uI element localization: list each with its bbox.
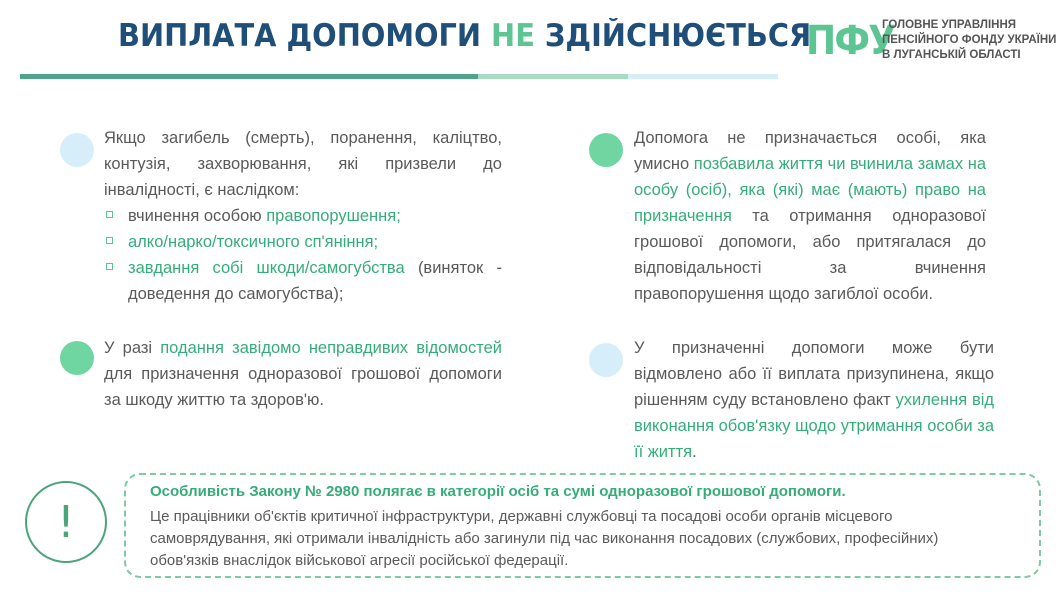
bullet-dot xyxy=(60,341,94,375)
page-title xyxy=(118,18,811,54)
bullet-dot xyxy=(589,133,623,167)
right-block-2: У призначенні допомоги може бути відмовлено або її виплата призупинена, якщо рішенням суду встановлено факт ухилення від виконання обов'язку щодо утримання особи за її життя. xyxy=(634,339,994,461)
left-block-1 xyxy=(104,125,502,307)
logo-caption xyxy=(882,18,1056,63)
exclamation-icon: ! xyxy=(25,481,107,563)
title-highlight: НЕ xyxy=(491,18,535,54)
logo-mark: ПФУ xyxy=(806,18,895,64)
bullet-dot xyxy=(589,343,623,377)
note-body: Це працівники об'єктів критичної інфраструктури, державні службовці та посадові особи органів місцевого самоврядування, які отримали інвалідність або загинули під час виконання посадових (службових, професійних) обов'язків внаслідок військової агресії російської федерації. xyxy=(150,508,939,569)
note-title: Особливість Закону № 2980 полягає в категорії осіб та сумі одноразової грошової допомоги. xyxy=(150,483,846,500)
left-block-2: У разі подання завідомо неправдивих відомостей для призначення одноразової грошової допомоги за шкоду життю та здоров'ю. xyxy=(104,339,502,409)
logo-line-3: В ЛУГАНСЬКІЙ ОБЛАСТІ xyxy=(882,49,1021,61)
list-item: вчинення особою правопорушення; xyxy=(104,203,502,229)
left-block-1-list xyxy=(104,203,502,307)
list-item: завдання собі шкоди/самогубства (виняток - доведення до самогубства); xyxy=(104,255,502,307)
logo-line-1: ГОЛОВНЕ УПРАВЛІННЯ xyxy=(882,19,1017,31)
pfu-logo xyxy=(806,18,1057,68)
title-part1: ВИПЛАТА ДОПОМОГИ xyxy=(118,18,492,54)
logo-line-2: ПЕНСІЙНОГО ФОНДУ УКРАЇНИ xyxy=(882,34,1057,46)
left-block-1-intro: Якщо загибель (смерть), поранення, каліцтво, контузія, захворювання, які призвели до інвалідності, є наслідком: xyxy=(104,129,502,199)
list-item: алко/нарко/токсичного сп'яніння; xyxy=(104,229,502,255)
bullet-dot xyxy=(60,133,94,167)
title-underline xyxy=(20,74,778,79)
right-block-1: Допомога не призначається особі, яка умисно позбавила життя чи вчинила замах на особу (осіб), яка (які) має (мають) право на призначення та отримання одноразової грошової допомоги, або притягалася до відповідальності за вчинення правопорушення щодо загиблої особи. xyxy=(634,129,986,303)
title-part2: ЗДІЙСНЮЄТЬСЯ xyxy=(534,18,812,54)
